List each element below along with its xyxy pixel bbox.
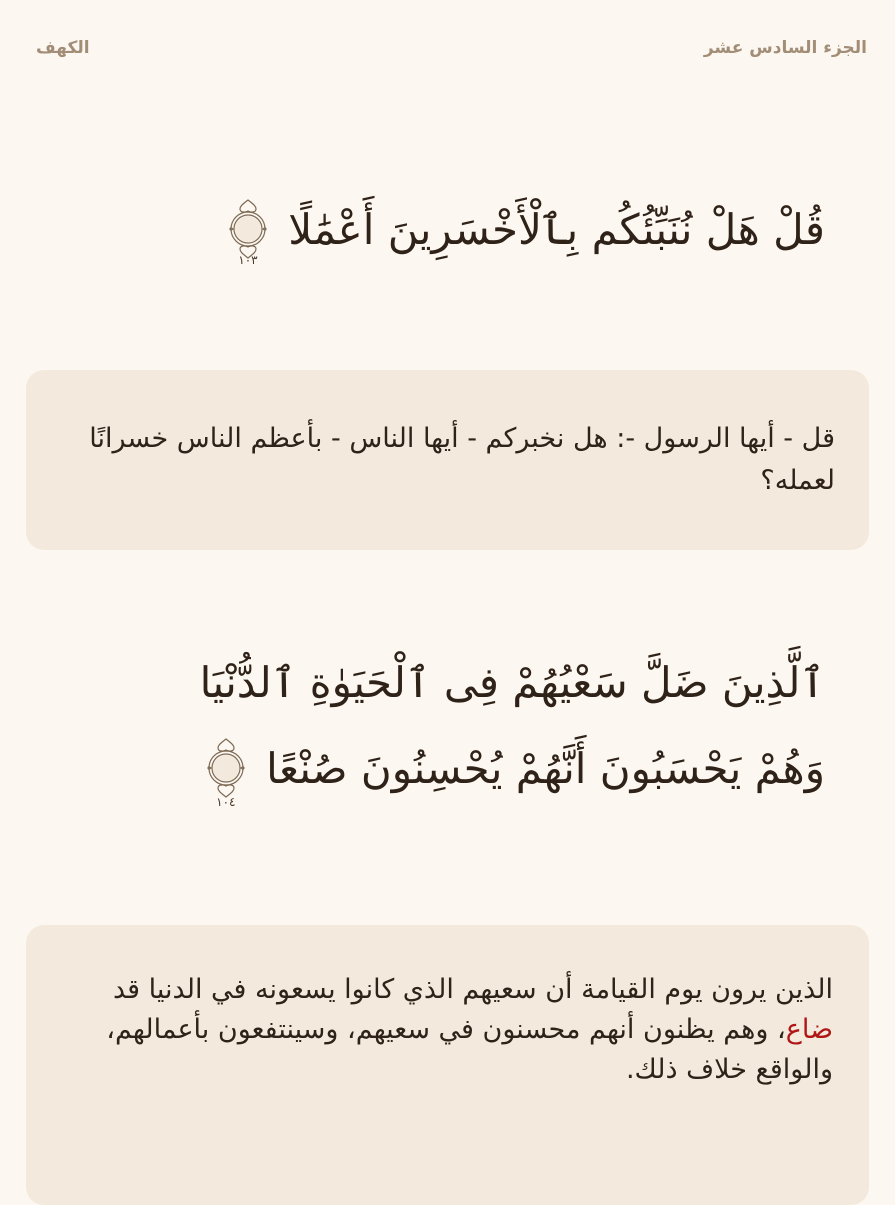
tafsir-text-before: الذين يرون يوم القيامة أن سعيهم الذي كانوا يسعونه في الدنيا قد [113,974,833,1005]
tafsir-card[interactable] [26,370,869,550]
juz-name[interactable]: الجزء السادس عشر [703,38,867,58]
tafsir-card[interactable] [26,925,869,1205]
page-header [36,36,867,60]
verse-103[interactable] [150,190,825,270]
verse-104[interactable] [150,640,825,812]
ayah-number: ١٠٤ [216,795,236,809]
ayah-number: ١٠٣ [238,253,258,267]
tafsir-text: قل - أيها الرسول -: هل نخبركم - أيها الناس - بأعظم الناس خسرانًا لعمله؟ [89,423,835,496]
ayah-end-ornament-icon [227,198,269,267]
tafsir-text-after: ، وهم يظنون أنهم محسنون في سعيهم، وسينتفعون بأعمالهم، والواقع خلاف ذلك. [106,1014,833,1085]
verse-text: ٱلَّذِينَ ضَلَّ سَعْيُهُمْ فِى ٱلْحَيَوٰةِ ٱلدُّنْيَا وَهُمْ يَحْسَبُونَ أَنَّهُمْ يُحْسِنُونَ صُنْعًا [199,658,825,793]
surah-name[interactable]: الكهف [36,38,90,58]
tafsir-highlight-word[interactable]: ضاع [785,1014,833,1045]
ayah-end-ornament-icon [205,737,247,809]
verse-text: قُلْ هَلْ نُنَبِّئُكُم بِٱلْأَخْسَرِينَ أَعْمَٰلًا [288,205,825,254]
